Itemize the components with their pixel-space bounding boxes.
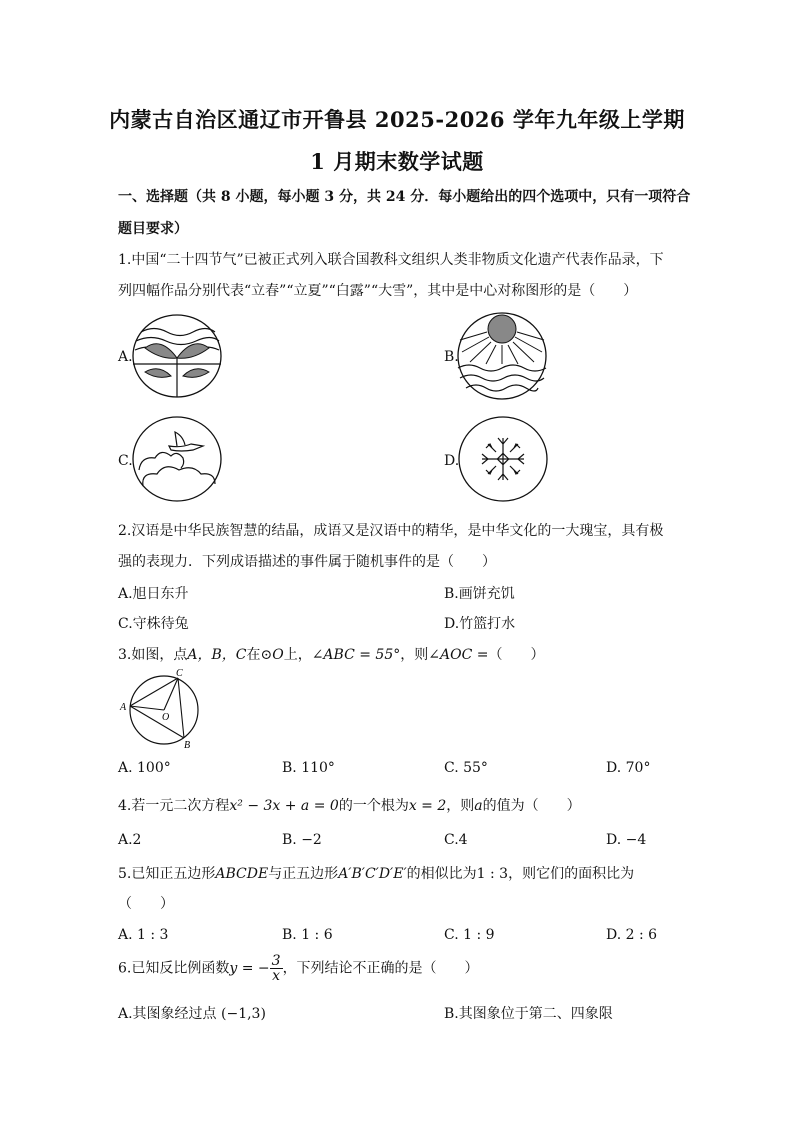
q5-middle: 与正五边形 (268, 866, 339, 882)
lixia-sun-figure (456, 312, 548, 400)
q1-stem-line1: 1.中国“二十四节气”已被正式列入联合国教科文组织人类非物质文化遗产代表作品录，下 (118, 252, 664, 268)
q3-angle-ask: ∠AOC = (428, 647, 489, 663)
q5-option-b: B. 1 : 6 (282, 927, 333, 943)
q3-middle: 在 (246, 647, 261, 663)
q2-option-b: B.画饼充饥 (444, 586, 515, 602)
q5-shape1: ABCDE (215, 866, 269, 882)
q6-stem (118, 954, 479, 983)
section-heading-cont: 题目要求） (118, 221, 188, 237)
q2-option-d: D.竹篮打水 (444, 616, 516, 632)
q5-suffix: 的相似比为 (406, 866, 477, 882)
q5-option-a: A. 1 : 3 (118, 927, 169, 943)
q3-label-a: A (120, 702, 127, 713)
q5-shape2: A′B′C′D′E′ (338, 866, 407, 882)
q3-label-b: B (184, 740, 191, 751)
q4-option-c: C.4 (444, 832, 468, 848)
q5-stem-line2: （ ） (118, 896, 174, 912)
q3-points: A，B，C (187, 647, 247, 663)
q3-option-d: D. 70° (606, 760, 651, 776)
q2-stem-line2: 强的表现力．下列成语描述的事件属于随机事件的是（ ） (118, 554, 496, 570)
q3-label-o: O (162, 712, 170, 723)
q1-stem-line2: 列四幅作品分别代表“立春”“立夏”“白露”“大雪”，其中是中心对称图形的是（ ） (118, 283, 638, 299)
q1-option-b-label: B. (444, 349, 459, 365)
q5-option-d: D. 2 : 6 (606, 927, 658, 943)
daxue-snowflake-figure (458, 416, 548, 502)
q1-option-d-label: D. (444, 453, 460, 469)
q6-fn-numerator: 3 (271, 953, 281, 969)
q4-stem (118, 795, 581, 815)
lichun-sprout-figure (131, 314, 223, 398)
q5-stem-line1 (118, 863, 634, 883)
q2-stem-line1: 2.汉语是中华民族智慧的结晶，成语又是汉语中的精华，是中华文化的一大瑰宝，具有极 (118, 523, 664, 539)
q3-label-c: C (176, 668, 183, 679)
q5-ratio: 1 : 3 (476, 866, 509, 882)
q2-option-a: A.旭日东升 (118, 586, 189, 602)
q4-option-a: A.2 (118, 832, 142, 848)
q3-suffix: ，则 (400, 647, 429, 663)
q3-option-c: C. 55° (444, 760, 488, 776)
q6-option-a: A.其图象经过点 (−1,3) (118, 1006, 266, 1022)
q4-var: a (474, 798, 483, 814)
q4-root: x = 2 (408, 798, 447, 814)
q3-circle: ⊙O (260, 647, 284, 663)
q3-prefix: 3.如图，点 (118, 647, 188, 663)
q6-suffix: ，下列结论不正确的是（ ） (282, 960, 479, 977)
page-title-line2: 1 月期末数学试题 (310, 149, 484, 174)
q1-option-a-label: A. (118, 349, 133, 365)
q3-stem (118, 644, 544, 664)
q4-end: 的值为（ ） (482, 798, 581, 814)
q4-middle: 的一个根为 (338, 798, 409, 814)
q4-equation: x² − 3x + a = 0 (229, 798, 339, 814)
q4-prefix: 4.若一元二次方程 (118, 798, 230, 814)
q1-option-c-label: C. (118, 453, 133, 469)
q3-circle-figure (118, 668, 208, 752)
q4-option-d: D. −4 (606, 832, 647, 848)
q4-suffix: ，则 (446, 798, 475, 814)
bailu-bird-cloud-figure (131, 416, 223, 502)
q4-option-b: B. −2 (282, 832, 322, 848)
q5-prefix: 5.已知正五边形 (118, 866, 216, 882)
q2-option-c: C.守株待兔 (118, 616, 189, 632)
q6-option-b: B.其图象位于第二、四象限 (444, 1006, 613, 1022)
page-title-line1: 内蒙古自治区通辽市开鲁县 2025-2026 学年九年级上学期 (109, 107, 685, 132)
q6-prefix: 6.已知反比例函数 (118, 960, 230, 977)
q5-end: ，则它们的面积比为 (508, 866, 635, 882)
q6-fn-denominator: x (272, 968, 281, 984)
q3-end: （ ） (488, 647, 545, 663)
q5-option-c: C. 1 : 9 (444, 927, 495, 943)
q3-option-a: A. 100° (118, 760, 171, 776)
q6-fraction (270, 954, 283, 983)
section-heading: 一、选择题（共 8 小题，每小题 3 分，共 24 分．每小题给出的四个选项中，只有一项符合 (118, 189, 691, 205)
q6-fn-lhs: y = − (229, 960, 270, 977)
q3-angle-given: ∠ABC = 55° (311, 647, 401, 663)
q3-option-b: B. 110° (282, 760, 335, 776)
q3-middle2: 上， (283, 647, 312, 663)
